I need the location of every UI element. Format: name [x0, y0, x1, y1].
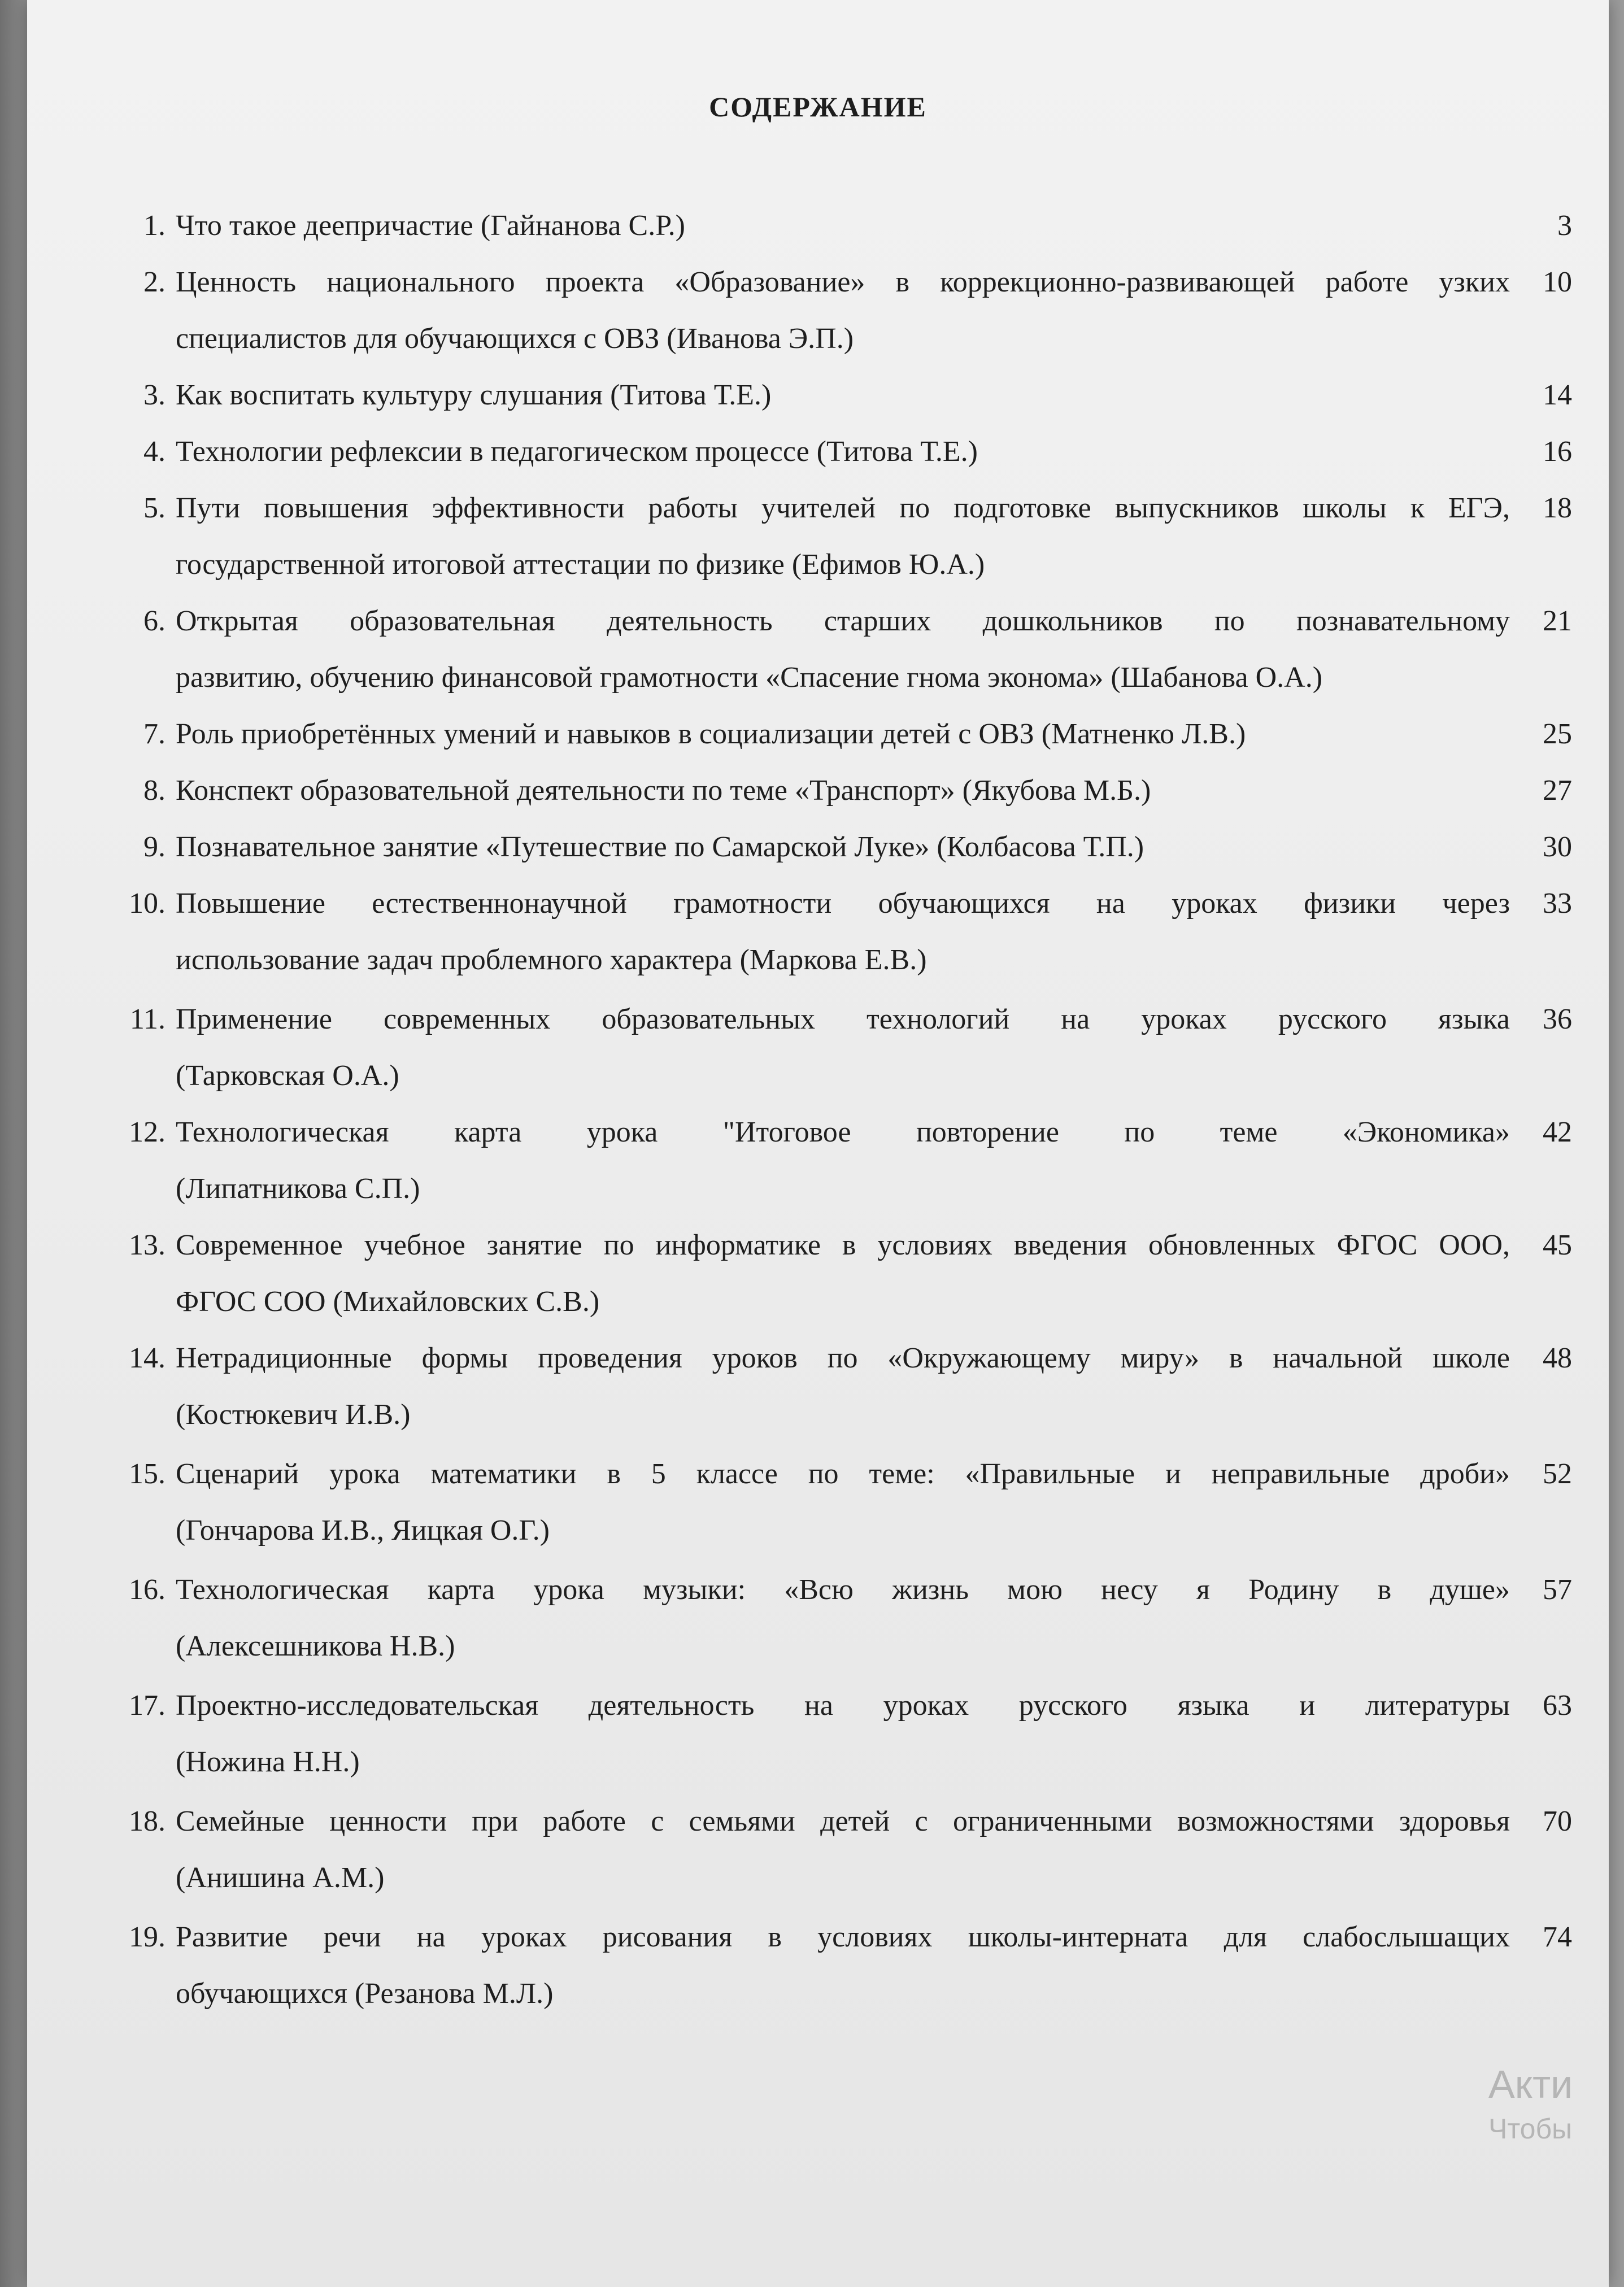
toc-entry-text: Технологическая карта урока "Итоговое повторение по теме «Экономика» [176, 1116, 1510, 1148]
toc-entry-text: обучающихся (Резанова М.Л.) [176, 1977, 554, 2010]
toc-entry-line [115, 1285, 1572, 1341]
toc-entry-number: 5. [143, 492, 166, 524]
toc-entry-line [115, 491, 1572, 548]
toc-entry-text: (Тарковская О.А.) [176, 1060, 399, 1092]
toc-entry-text: специалистов для обучающихся с ОВЗ (Иванова Э.П.) [176, 323, 854, 355]
toc-entry-line [115, 1341, 1572, 1398]
toc-entry-page-number: 10 [1543, 266, 1572, 298]
toc-entry-text: Познавательное занятие «Путешествие по Самарской Луке» (Колбасова Т.П.) [176, 831, 1144, 863]
toc-entry-page-number: 3 [1557, 210, 1572, 242]
toc-entry-number: 4. [143, 435, 166, 468]
toc-entry-number: 1. [143, 210, 166, 242]
toc-entry-page-number: 25 [1543, 718, 1572, 750]
toc-entry [115, 265, 1572, 378]
toc-entry-line [115, 1514, 1572, 1570]
toc-entry [115, 378, 1572, 435]
toc-entry-line [115, 661, 1572, 717]
toc-entry-text: Применение современных образовательных технологий на уроках русского языка [176, 1003, 1510, 1035]
toc-entry-line [115, 322, 1572, 378]
toc-entry-page-number: 21 [1543, 605, 1572, 637]
toc-entry-number: 17. [129, 1689, 166, 1722]
toc-entry-text: (Костюкевич И.В.) [176, 1399, 411, 1431]
toc-entry [115, 1689, 1572, 1802]
toc-entry [115, 491, 1572, 604]
activation-watermark [1488, 2062, 1624, 2145]
toc-entry-number: 13. [129, 1229, 166, 1261]
toc-entry [115, 1573, 1572, 1686]
toc-entry-line [115, 717, 1572, 774]
toc-entry-line [115, 1977, 1572, 2033]
toc-entry-line [115, 1805, 1572, 1861]
toc-entry-text: Современное учебное занятие по информатике в условиях введения обновленных ФГОС ООО, [176, 1229, 1510, 1261]
toc-entry-number: 14. [129, 1342, 166, 1374]
toc-entry-line [115, 435, 1572, 491]
toc-entry-number: 19. [129, 1921, 166, 1953]
toc-entry [115, 435, 1572, 491]
toc-entry-page-number: 16 [1543, 435, 1572, 468]
toc-entry-line [115, 1457, 1572, 1514]
toc-entry-text: Конспект образовательной деятельности по теме «Транспорт» (Якубова М.Б.) [176, 774, 1151, 807]
toc-entry-text: Как воспитать культуру слушания (Титова Т.Е.) [176, 379, 772, 411]
toc-entry-number: 16. [129, 1574, 166, 1606]
toc-entry-text: использование задач проблемного характера (Маркова Е.В.) [176, 944, 927, 976]
toc-entry-text: Что такое деепричастие (Гайнанова С.Р.) [176, 210, 685, 242]
toc-entry-line [115, 830, 1572, 887]
toc-entry [115, 717, 1572, 774]
toc-entry [115, 774, 1572, 830]
toc-entry-line [115, 1229, 1572, 1285]
toc-entry-text: Повышение естественнонаучной грамотности обучающихся на уроках физики через [176, 887, 1510, 920]
toc-entry-text: Технологическая карта урока музыки: «Всю жизнь мою несу я Родину в душе» [176, 1574, 1510, 1606]
toc-entry-text: развитию, обучению финансовой грамотности «Спасение гнома эконома» (Шабанова О.А.) [176, 661, 1323, 694]
toc-entry-line [115, 378, 1572, 435]
toc-entry-page-number: 45 [1543, 1229, 1572, 1261]
toc-entry-page-number: 74 [1543, 1921, 1572, 1953]
toc-entry [115, 604, 1572, 717]
toc-entry-number: 15. [129, 1458, 166, 1490]
toc-entry-page-number: 27 [1543, 774, 1572, 807]
document-page [27, 0, 1609, 2287]
toc-entry-text: Семейные ценности при работе с семьями детей с ограниченными возможностями здоровья [176, 1805, 1510, 1837]
toc-entry [115, 1003, 1572, 1116]
toc-entry [115, 887, 1572, 1000]
toc-entry-page-number: 52 [1543, 1458, 1572, 1490]
toc-entry-number: 8. [143, 774, 166, 807]
toc-entry [115, 1341, 1572, 1454]
toc-entry-page-number: 57 [1543, 1574, 1572, 1606]
toc-entry-page-number: 63 [1543, 1689, 1572, 1722]
toc-entry-text: Ценность национального проекта «Образование» в коррекционно-развивающей работе узких [176, 266, 1510, 298]
toc-entry-page-number: 48 [1543, 1342, 1572, 1374]
toc-entry [115, 1457, 1572, 1570]
toc-entry-page-number: 33 [1543, 887, 1572, 920]
toc-entry-line [115, 209, 1572, 265]
toc-entry-text: (Липатникова С.П.) [176, 1173, 420, 1205]
toc-entry-page-number: 70 [1543, 1805, 1572, 1837]
watermark-line-2: Чтобы [1488, 2113, 1573, 2145]
toc-entry-page-number: 14 [1543, 379, 1572, 411]
toc-entry-line [115, 1003, 1572, 1059]
toc-entry-line [115, 1630, 1572, 1686]
toc-entry-text: (Алексешникова Н.В.) [176, 1630, 455, 1662]
toc-entry-number: 6. [143, 605, 166, 637]
toc-entry-text: (Анишина А.М.) [176, 1862, 385, 1894]
toc-entry-line [115, 887, 1572, 943]
toc-entry [115, 1229, 1572, 1341]
toc-entry-number: 18. [129, 1805, 166, 1837]
toc-entry [115, 209, 1572, 265]
toc-entry-line [115, 1861, 1572, 1918]
toc-entry-line [115, 604, 1572, 661]
toc-entry-number: 12. [129, 1116, 166, 1148]
toc-entry-number: 11. [129, 1003, 166, 1035]
toc-entry-number: 9. [143, 831, 166, 863]
toc-entry-line [115, 1745, 1572, 1802]
toc-entry [115, 1805, 1572, 1918]
toc-entry-text: Развитие речи на уроках рисования в условиях школы-интерната для слабослышащих [176, 1921, 1510, 1953]
toc-entry-line [115, 1116, 1572, 1172]
toc-entry-line [115, 1573, 1572, 1630]
toc-entry-text: государственной итоговой аттестации по физике (Ефимов Ю.А.) [176, 548, 985, 581]
toc-entry-text: Проектно-исследовательская деятельность на уроках русского языка и литературы [176, 1689, 1510, 1722]
toc-entry [115, 1920, 1572, 2033]
toc-entry-page-number: 18 [1543, 492, 1572, 524]
toc-entry-line [115, 548, 1572, 604]
toc-entry-line [115, 774, 1572, 830]
toc-entry-text: Сценарий урока математики в 5 классе по теме: «Правильные и неправильные дроби» [176, 1458, 1510, 1490]
toc-entry-line [115, 1059, 1572, 1116]
toc-entry-number: 3. [143, 379, 166, 411]
toc-entry-page-number: 36 [1543, 1003, 1572, 1035]
toc-entry-text: (Гончарова И.В., Яицкая О.Г.) [176, 1514, 550, 1547]
toc-entry-line [115, 1172, 1572, 1229]
toc-entry-text: (Ножина Н.Н.) [176, 1746, 360, 1778]
toc-entry-line [115, 943, 1572, 1000]
toc-entry [115, 830, 1572, 887]
toc-entry-line [115, 265, 1572, 322]
toc-entry-text: Нетрадиционные формы проведения уроков по «Окружающему миру» в начальной школе [176, 1342, 1510, 1374]
toc-entry-text: Роль приобретённых умений и навыков в социализации детей с ОВЗ (Матненко Л.В.) [176, 718, 1246, 750]
page-title: СОДЕРЖАНИЕ [709, 91, 927, 123]
toc-entry-number: 7. [143, 718, 166, 750]
toc-entry-number: 10. [129, 887, 166, 920]
toc-entry-text: Технологии рефлексии в педагогическом процессе (Титова Т.Е.) [176, 435, 978, 468]
toc-entry-text: ФГОС СОО (Михайловских С.В.) [176, 1286, 600, 1318]
toc-entry-number: 2. [143, 266, 166, 298]
toc-entry-line [115, 1920, 1572, 1977]
watermark-line-1: Акти [1488, 2062, 1573, 2106]
toc-entry-text: Открытая образовательная деятельность старших дошкольников по познавательному [176, 605, 1510, 637]
toc-entry-text: Пути повышения эффективности работы учителей по подготовке выпускников школы к ЕГЭ, [176, 492, 1510, 524]
toc-entry-page-number: 42 [1543, 1116, 1572, 1148]
toc-entry [115, 1116, 1572, 1229]
toc-entry-line [115, 1689, 1572, 1745]
toc-entry-page-number: 30 [1543, 831, 1572, 863]
toc-entry-line [115, 1398, 1572, 1454]
